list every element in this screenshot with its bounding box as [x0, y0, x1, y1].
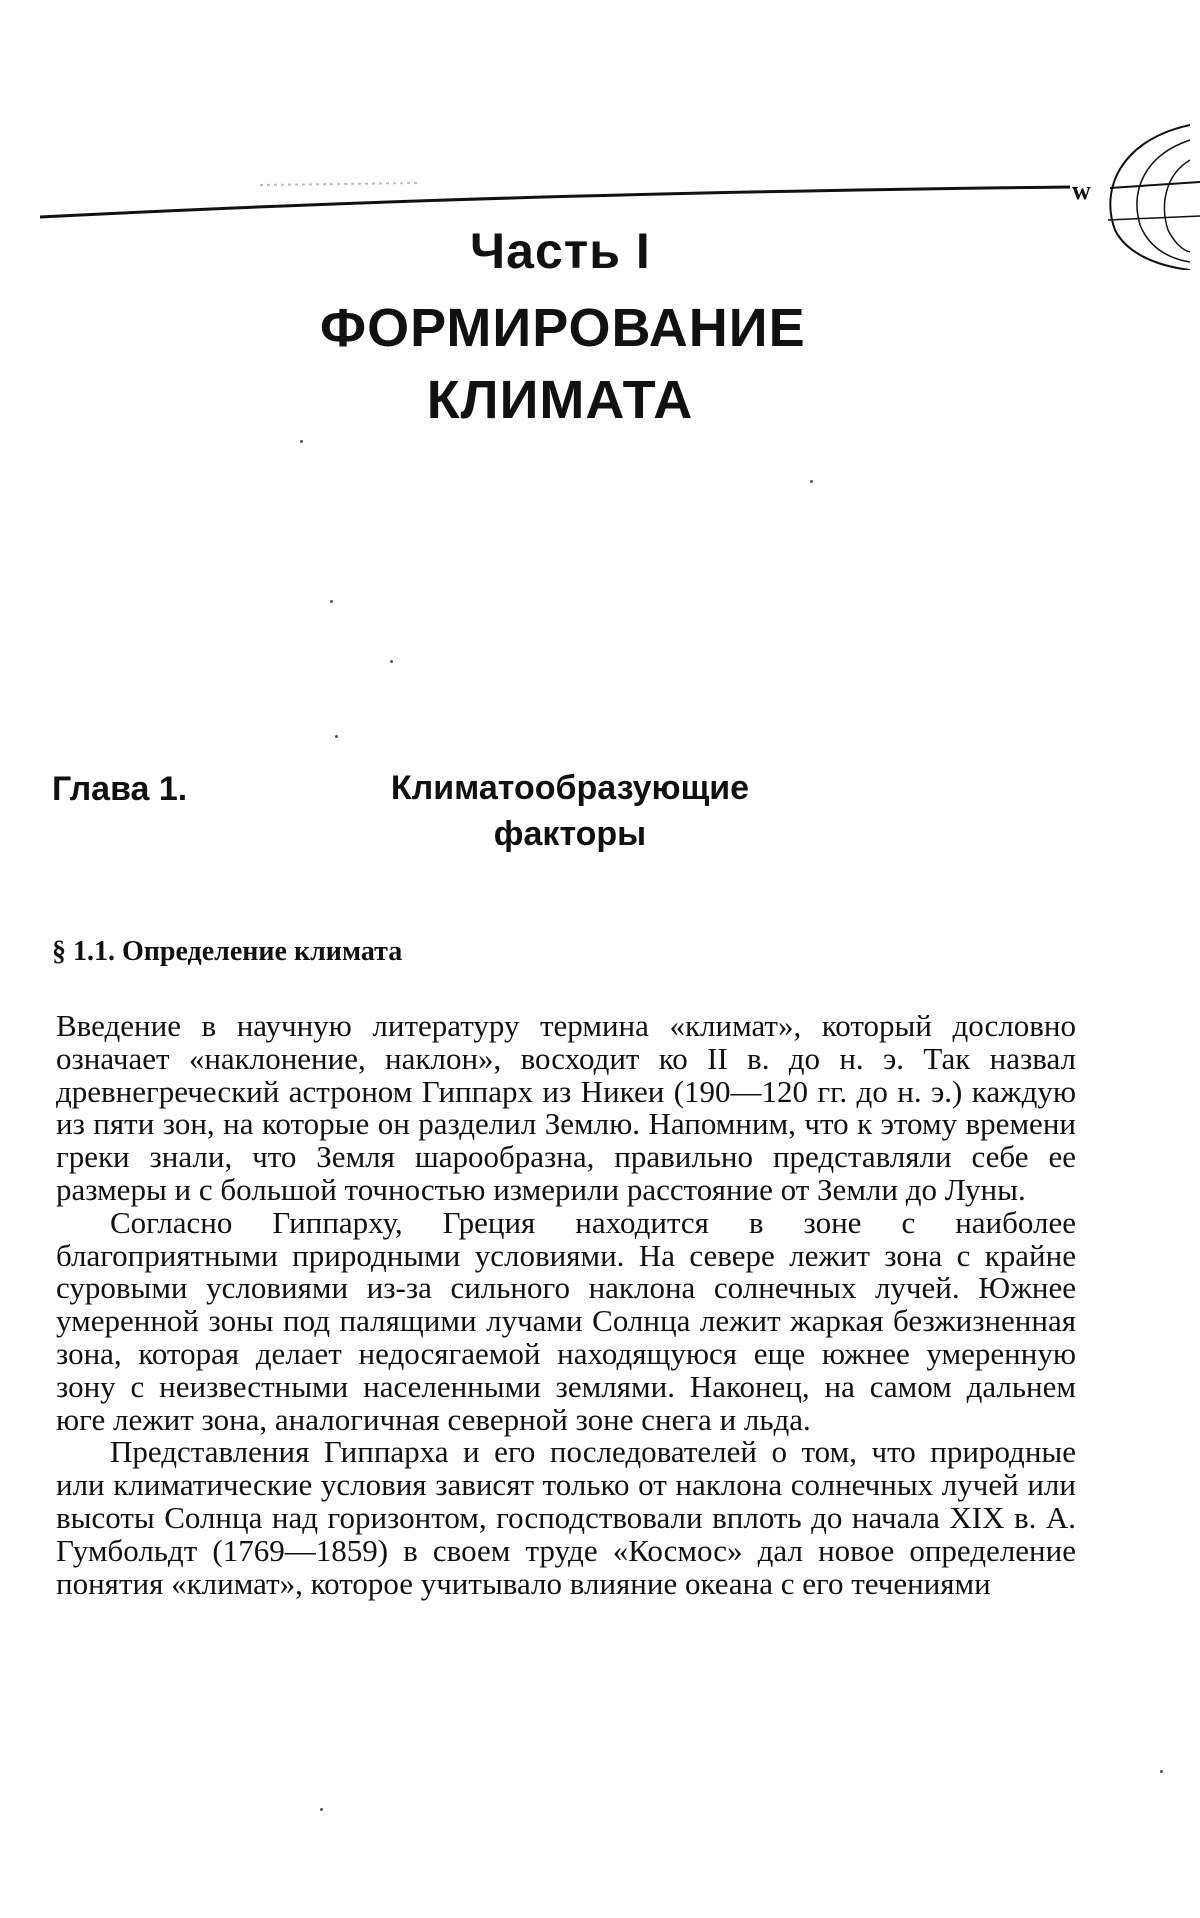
globe-icon	[1060, 120, 1200, 270]
scan-speck	[300, 440, 303, 443]
part-title	[320, 292, 806, 436]
paragraph: Согласно Гиппарху, Греция находится в зоне с наиболее благоприятными природными условиями. На севере лежит зона с крайне суровыми условиями из-за сильного наклона солнечных лучей. Южнее умеренной зоны под палящими лучами Солнца лежит жаркая безжизненная зона, которая делает недосягаемой находящуюся еще южнее умеренную зону с неизвестными населенными землями. Наконец, на самом дальнем юге лежит зона, аналогичная северной зоне снега и льда.	[56, 1204, 1076, 1437]
header-rule	[40, 165, 1070, 225]
scan-speck	[810, 480, 813, 483]
part-title-line: КЛИМАТА	[426, 370, 694, 430]
chapter-title-line: факторы	[493, 815, 647, 853]
scan-speck	[330, 600, 333, 603]
paragraph: Представления Гиппарха и его последователей о том, что природные или климатические условия зависят только от наклона солнечных лучей или высоты Солнца над горизонтом, господствовали вплоть до начала XIX в. А. Гумбольдт (1769—1859) в своем труде «Космос» дал новое определение понятия «климат», которое учитывало влияние океана с его течениями	[56, 1434, 1076, 1601]
body-text	[56, 1010, 1076, 1600]
section-heading: § 1.1. Определение климата	[52, 936, 403, 967]
chapter-title-line: Климатообразующие	[390, 769, 750, 807]
part-label: Часть I	[470, 223, 651, 279]
scan-speck	[390, 660, 393, 663]
scan-speck	[320, 1808, 323, 1811]
chapter-label: Глава 1.	[52, 770, 188, 808]
paragraph: Введение в научную литературу термина «климат», который дословно означает «наклонение, наклон», восходит ко II в. до н. э. Так назвал древнегреческий астроном Гиппарх из Никеи (190—120 гг. до н. э.) каждую из пяти зон, на которые он разделил Землю. Напомним, что к этому времени греки знали, что Земля шарообразна, правильно представляли себе ее размеры и с большой точностью измерили расстояние от Земли до Луны.	[56, 1008, 1076, 1207]
part-title-line: ФОРМИРОВАНИЕ	[320, 298, 806, 358]
scan-speck	[1160, 1770, 1163, 1773]
header-letter: w	[1072, 176, 1091, 205]
scan-speck	[335, 735, 338, 738]
chapter-title	[360, 765, 780, 857]
